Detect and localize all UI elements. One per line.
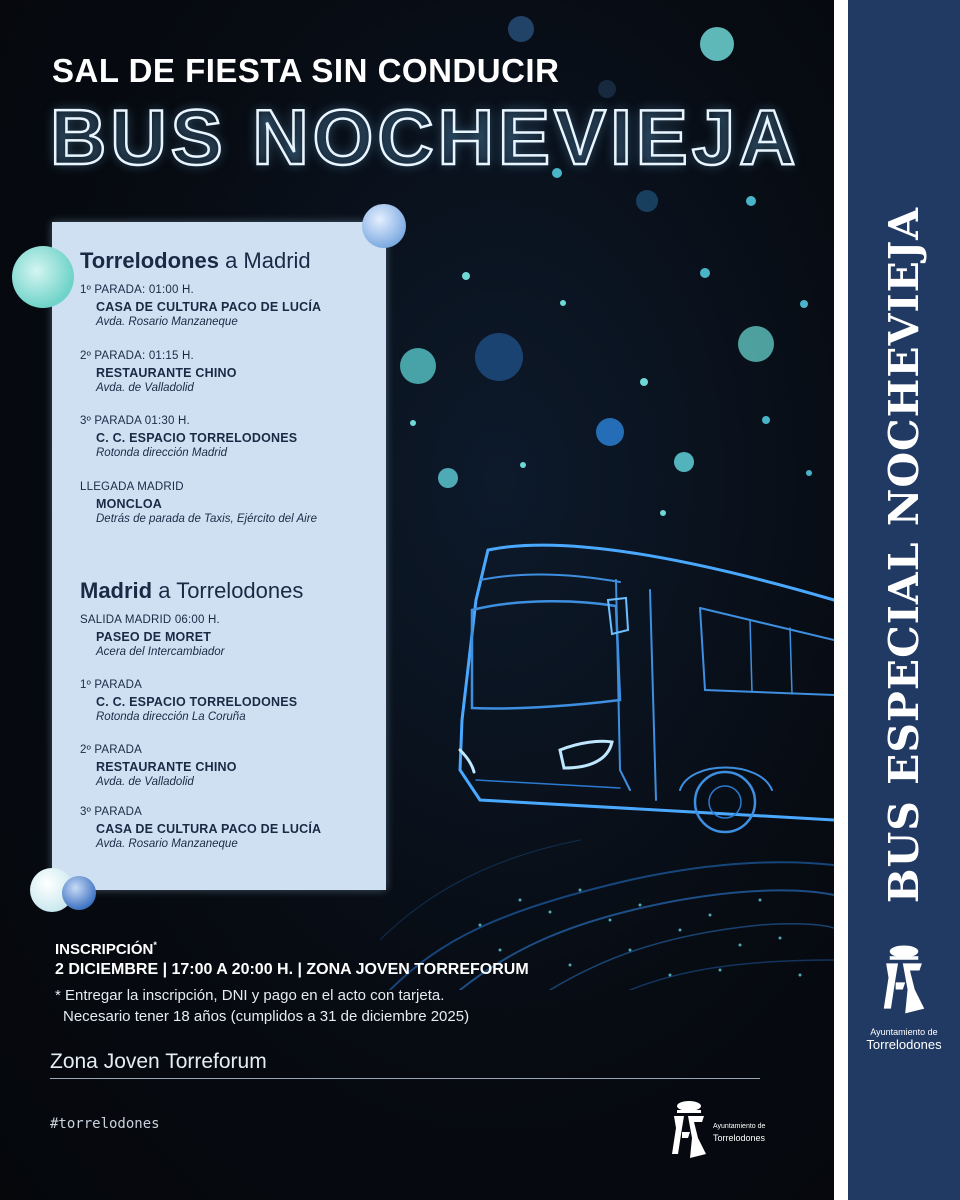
stop-address: Avda. Rosario Manzaneque [96, 838, 238, 850]
stop-label: 1º PARADA: 01:00 H. [80, 284, 194, 296]
inscription-note: * Entregar la inscripción, DNI y pago en el acto con tarjeta. Necesario tener 18 años (cumplidos a 31 de diciembre 2025) [55, 987, 470, 1025]
inscription-heading: INSCRIPCIÓN* [55, 940, 157, 958]
orb-decoration [362, 204, 406, 248]
route1-stop [80, 481, 380, 525]
stop-label: 1º PARADA [80, 679, 143, 691]
bokeh-dot [640, 378, 648, 386]
route2-stop [80, 806, 380, 850]
bokeh-dot [806, 470, 812, 476]
stop-address: Avda. de Valladolid [96, 776, 194, 788]
municipal-crest-icon [879, 940, 929, 1020]
poster-title: BUS NOCHEVIEJA [50, 93, 800, 181]
bokeh-dot [400, 348, 436, 384]
route1-stop [80, 284, 380, 328]
municipal-logo [668, 1098, 798, 1168]
route1-title: Torrelodones a Madrid [80, 248, 311, 273]
bokeh-dot [800, 300, 808, 308]
bokeh-dot [746, 196, 756, 206]
bokeh-dot [660, 510, 666, 516]
bokeh-dot [700, 268, 710, 278]
bokeh-dot [462, 272, 470, 280]
route-panel [52, 222, 386, 890]
stop-label: 3º PARADA [80, 806, 143, 818]
stop-address: Detrás de parada de Taxis, Ejército del Aire [96, 513, 317, 525]
bokeh-dot [738, 326, 774, 362]
orb-decoration [62, 876, 96, 910]
logo-line2: Torrelodones [713, 1133, 766, 1143]
stop-label: 2º PARADA: 01:15 H. [80, 350, 194, 362]
bokeh-dot [700, 27, 734, 61]
logo-line1: Ayuntamiento de [713, 1123, 766, 1130]
stop-address: Rotonda dirección Madrid [96, 447, 228, 459]
stop-place: C. C. ESPACIO TORRELODONES [96, 695, 298, 709]
logo-line2: Torrelodones [866, 1037, 942, 1052]
stop-address: Acera del Intercambiador [96, 646, 225, 658]
bokeh-dot [475, 333, 523, 381]
route2-stop [80, 614, 380, 658]
bokeh-dot [560, 300, 566, 306]
stop-label: 2º PARADA [80, 744, 143, 756]
route1-stop [80, 350, 380, 394]
inscription-block [55, 940, 529, 1027]
stop-place: CASA DE CULTURA PACO DE LUCÍA [96, 300, 322, 314]
venue-name: Zona Joven Torreforum [50, 1050, 267, 1073]
bokeh-dot [674, 452, 694, 472]
route1-stop [80, 415, 380, 459]
stop-place: RESTAURANTE CHINO [96, 760, 237, 774]
route2-stop [80, 744, 380, 788]
poster-subtitle: SAL DE FIESTA SIN CONDUCIR [52, 52, 560, 89]
bokeh-dot [636, 190, 658, 212]
logo-line1: Ayuntamiento de [870, 1027, 938, 1037]
hashtag: #torrelodones [50, 1116, 160, 1132]
stop-place: PASEO DE MORET [96, 630, 212, 644]
sidebar-logo [850, 940, 958, 1052]
stop-label: SALIDA MADRID 06:00 H. [80, 614, 220, 626]
stop-label: 3º PARADA 01:30 H. [80, 415, 190, 427]
stop-label: LLEGADA MADRID [80, 481, 184, 493]
stop-place: CASA DE CULTURA PACO DE LUCÍA [96, 822, 322, 836]
bokeh-dot [410, 420, 416, 426]
sidebar-title: BUS ESPECIAL NOCHEVIEJA [880, 206, 928, 904]
inscription-details: 2 DICIEMBRE | 17:00 A 20:00 H. | ZONA JOVEN TORREFORUM [55, 961, 529, 978]
bokeh-dot [762, 416, 770, 424]
route2-stop [80, 679, 380, 723]
municipal-crest-icon [668, 1098, 710, 1162]
stop-address: Avda. de Valladolid [96, 382, 194, 394]
bus-illustration [380, 520, 834, 990]
bokeh-dot [438, 468, 458, 488]
stop-place: C. C. ESPACIO TORRELODONES [96, 431, 298, 445]
stop-address: Rotonda dirección La Coruña [96, 711, 246, 723]
divider [50, 1078, 760, 1079]
orb-decoration [12, 246, 74, 308]
bokeh-dot [520, 462, 526, 468]
stop-place: RESTAURANTE CHINO [96, 366, 237, 380]
bokeh-dot [508, 16, 534, 42]
stop-place: MONCLOA [96, 497, 162, 511]
bokeh-dot [596, 418, 624, 446]
route2-title: Madrid a Torrelodones [80, 578, 304, 603]
stop-address: Avda. Rosario Manzaneque [96, 316, 238, 328]
